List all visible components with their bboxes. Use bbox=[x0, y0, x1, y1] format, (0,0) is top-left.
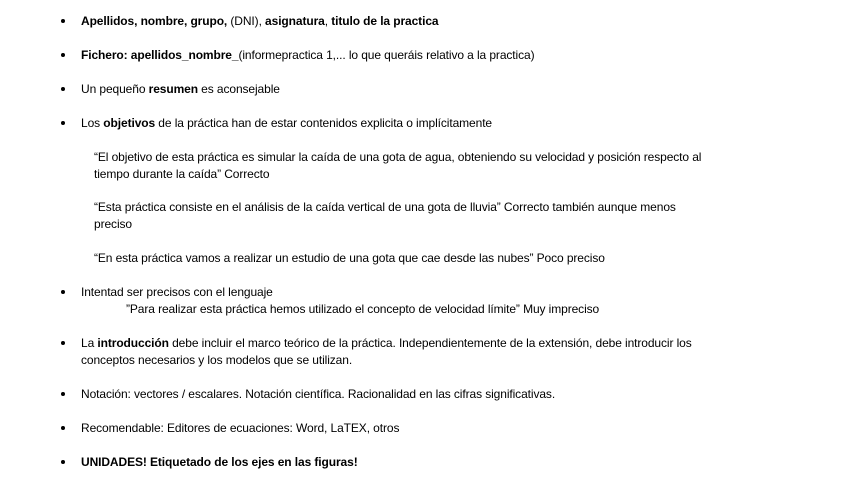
example-quote: “En esta práctica vamos a realizar un estudio de una gota que cae desde las nubes” Poco preciso bbox=[94, 251, 605, 265]
bullet-icon bbox=[61, 53, 65, 57]
list-item-text: Un pequeño resumen es aconsejable bbox=[81, 82, 280, 96]
list-item-text: Notación: vectores / escalares. Notación científica. Racionalidad en las cifras significativas. bbox=[81, 387, 556, 401]
bullet-icon bbox=[61, 87, 65, 91]
list-item-text: Fichero: apellidos_nombre_(informepractica 1,... lo que queráis relativo a la practica) bbox=[81, 48, 535, 62]
list-item-text: La introducción debe incluir el marco teórico de la práctica. Independientemente de la extensión, debe introducir los conceptos necesarios y los modelos que se utilizan. bbox=[81, 336, 692, 367]
example-quote: ”Para realizar esta práctica hemos utilizado el concepto de velocidad límite” Muy impreciso bbox=[126, 302, 600, 316]
list-item-text: Recomendable: Editores de ecuaciones: Word, LaTEX, otros bbox=[81, 421, 400, 435]
bullet-icon bbox=[61, 426, 65, 430]
bullet-icon bbox=[61, 121, 65, 125]
bullet-icon bbox=[61, 19, 65, 23]
example-quote: “El objetivo de esta práctica es simular la caída de una gota de agua, obteniendo su velocidad y posición respecto al tiempo durante la caída” Correcto bbox=[94, 150, 702, 181]
list-item-text: UNIDADES! Etiquetado de los ejes en las figuras! bbox=[81, 455, 358, 469]
list-item-text: Apellidos, nombre, grupo, (DNI), asignatura, titulo de la practica bbox=[81, 14, 439, 28]
list-item-text: Los objetivos de la práctica han de estar contenidos explicita o implícitamente bbox=[81, 116, 493, 130]
bullet-icon bbox=[61, 290, 65, 294]
bullet-icon bbox=[61, 392, 65, 396]
list-item-text: Intentad ser precisos con el lenguaje bbox=[81, 285, 273, 299]
bullet-icon bbox=[61, 460, 65, 464]
bullet-icon bbox=[61, 341, 65, 345]
example-quote: “Esta práctica consiste en el análisis de la caída vertical de una gota de lluvia” Correcto también aunque menos preciso bbox=[94, 200, 676, 231]
